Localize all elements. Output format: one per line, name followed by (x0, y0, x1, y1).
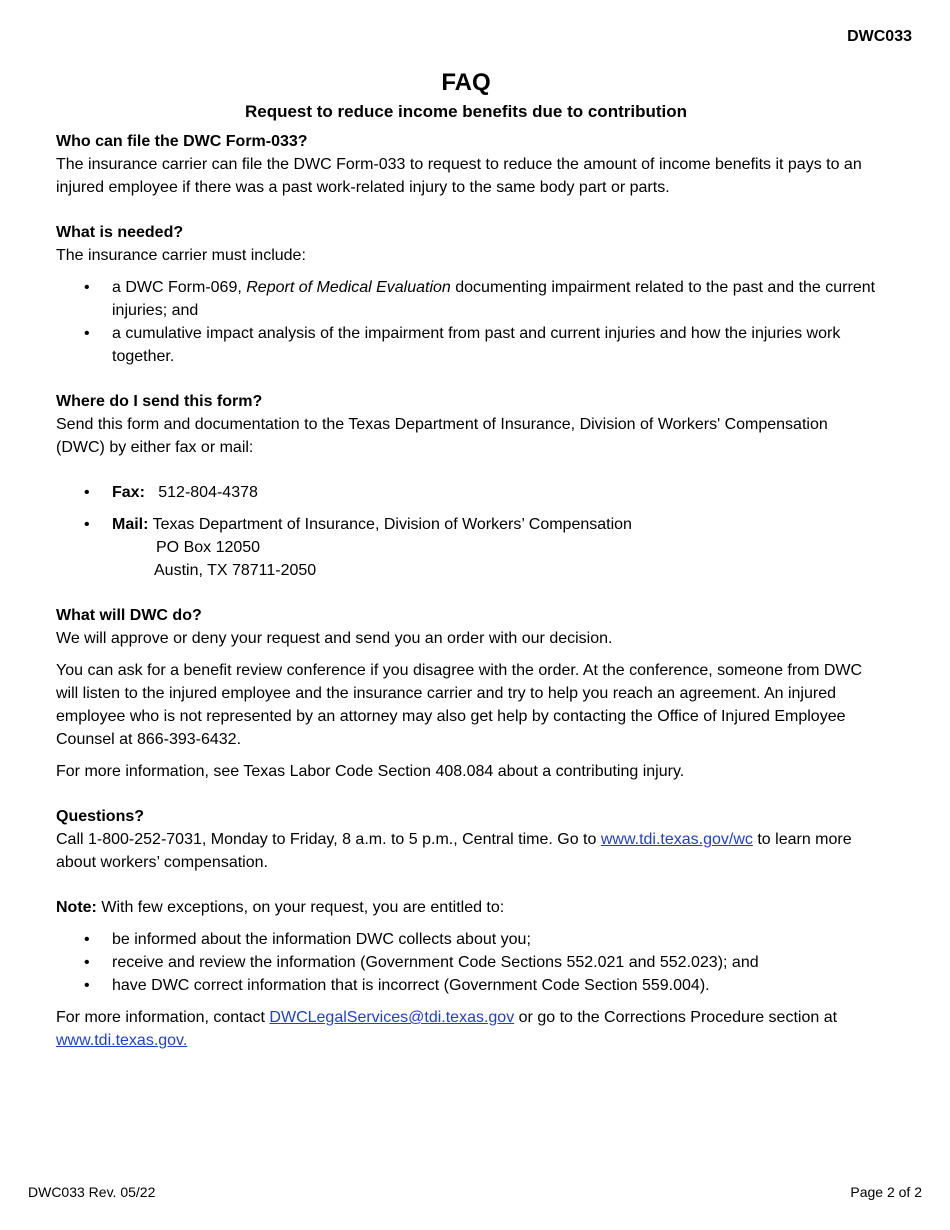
section-dwc-do (56, 604, 876, 783)
dwc-do-p2: You can ask for a benefit review conference if you disagree with the order. At the conference, someone from DWC will listen to the injured employee and the insurance carrier and try to help you reach an agreement. An injured employee who is not represented by an attorney may also get help by contacting the Office of Injured Employee Counsel at 866-393-6432. (56, 662, 863, 748)
needed-item1-post: documenting impairment related to the past and the current injuries; and (112, 279, 876, 319)
note-more (56, 1006, 876, 1052)
fax-label: Fax: (112, 484, 145, 501)
section-questions (56, 805, 876, 874)
fax-item (56, 481, 876, 504)
needed-item1-italic: Report of Medical Evaluation (246, 279, 451, 296)
section-who (56, 130, 876, 199)
note-text: With few exceptions, on your request, you are entitled to: (96, 899, 505, 916)
tdi-link[interactable]: www.tdi.texas.gov. (56, 1032, 188, 1049)
note-more-mid: or go to the Corrections Procedure section at (514, 1009, 838, 1026)
dwc-do-p3: For more information, see Texas Labor Code Section 408.084 about a contributing injury. (56, 763, 685, 780)
document-body (56, 68, 876, 1052)
section-send (56, 390, 876, 582)
dwc-do-question: What will DWC do? (56, 607, 202, 624)
fax-value: 512-804-4378 (158, 484, 258, 501)
section-needed (56, 221, 876, 368)
list-item (56, 276, 876, 322)
needed-intro: The insurance carrier must include: (56, 247, 306, 264)
needed-question: What is needed? (56, 224, 184, 241)
email-link[interactable]: DWCLegalServices@tdi.texas.gov (269, 1009, 515, 1026)
needed-item1-pre: a DWC Form-069, (112, 279, 247, 296)
section-note (56, 896, 876, 1052)
questions-post: to learn more about workers’ compensation. (56, 831, 852, 871)
dwc-do-p1: We will approve or deny your request and send you an order with our decision. (56, 630, 613, 647)
note-more-pre: For more information, contact (56, 1009, 270, 1026)
revision-label: DWC033 Rev. 05/22 (28, 1184, 156, 1200)
needed-list (56, 276, 876, 368)
page-subtitle: Request to reduce income benefits due to contribution (244, 102, 688, 121)
send-answer: Send this form and documentation to the Texas Department of Insurance, Division of Workers' Compensation (DWC) by either fax or mail: (56, 416, 828, 456)
note-intro (56, 896, 876, 919)
mail-line1: Texas Department of Insurance, Division of Workers’ Compensation (152, 516, 632, 533)
send-question: Where do I send this form? (56, 393, 263, 410)
wc-link[interactable]: www.tdi.texas.gov/wc (600, 831, 753, 848)
page-title: FAQ (441, 69, 491, 96)
list-item: • receive and review the information (Government Code Sections 552.021 and 552.023); and (56, 951, 876, 974)
who-answer: The insurance carrier can file the DWC Form-033 to request to reduce the amount of income benefits it pays to an injured employee if there was a past work-related injury to the same body part or parts. (56, 156, 862, 196)
questions-text (56, 828, 876, 874)
note-label: Note: (56, 899, 97, 916)
send-list (56, 481, 876, 536)
list-item: • a cumulative impact analysis of the impairment from past and current injuries and how the injuries work together. (56, 322, 876, 368)
mail-label: Mail: (112, 516, 149, 533)
questions-heading: Questions? (56, 808, 145, 825)
questions-pre: Call 1-800-252-7031, Monday to Friday, 8 a.m. to 5 p.m., Central time. Go to (56, 831, 601, 848)
mail-line2: PO Box 12050 (156, 539, 261, 556)
mail-line3: Austin, TX 78711-2050 (154, 562, 317, 579)
mail-item (56, 513, 876, 536)
list-item: • be informed about the information DWC collects about you; (56, 928, 876, 951)
list-item: • have DWC correct information that is incorrect (Government Code Section 559.004). (56, 974, 876, 997)
note-list (56, 928, 876, 997)
form-id: DWC033 (847, 28, 912, 45)
who-question: Who can file the DWC Form-033? (56, 133, 308, 150)
page-number: Page 2 of 2 (850, 1184, 922, 1200)
